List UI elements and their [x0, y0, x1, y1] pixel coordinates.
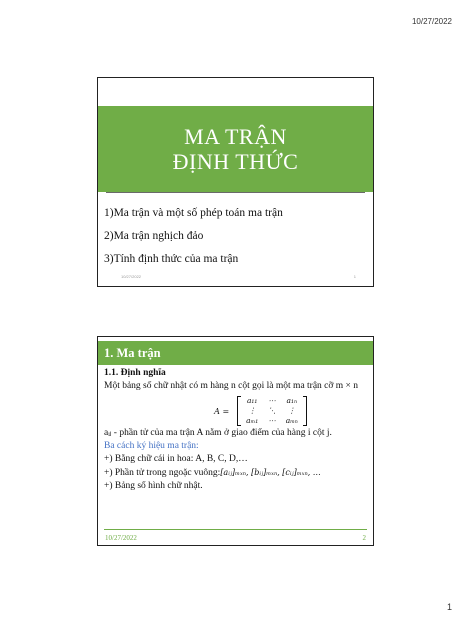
bullet-item: [104, 466, 367, 480]
matrix-cell: ⋮: [288, 406, 296, 415]
matrix-display: [154, 396, 367, 426]
matrix-cell: a₁₁: [246, 396, 258, 405]
page-date: 10/27/2022: [411, 17, 452, 26]
title-banner: [98, 106, 373, 192]
matrix-cell: ⋯: [268, 416, 276, 425]
slide-2: [97, 336, 374, 546]
bullet-prefix: +) Phần tử trong ngoặc vuông:: [104, 468, 221, 478]
bullet-item: +) Bảng số hình chữ nhật.: [104, 481, 203, 491]
topic-item: 2)Ma trận nghịch đảo: [104, 230, 204, 242]
bullet-item: +) Bằng chữ cái in hoa: A, B, C, D,…: [104, 454, 248, 464]
slide-footer-number: 2: [362, 534, 366, 542]
slide-body: [104, 367, 367, 493]
matrix-cell: ⋮: [248, 406, 256, 415]
matrix-label: A =: [214, 406, 230, 416]
footer-divider: [104, 529, 367, 530]
bracket-notation: [aᵢⱼ]ₘₓₙ, [bᵢⱼ]ₘₓₙ, [cᵢⱼ]ₘₓₙ, …: [220, 468, 321, 477]
topic-list: [104, 202, 283, 271]
element-description: aᵢⱼ - phần tử của ma trận A nằm ở giao điểm của hàng i cột j.: [104, 428, 332, 438]
subheading: 1.1. Định nghĩa: [104, 368, 166, 378]
matrix-cell: ⋱: [268, 406, 276, 415]
page-number: 1: [446, 602, 452, 612]
matrix-cell: aₘ₁: [246, 416, 259, 425]
slide-footer-date: 10/27/2022: [105, 534, 137, 542]
slide-title-line1: MA TRẬN: [184, 124, 287, 149]
topic-item: 1)Ma trận và một số phép toán ma trận: [104, 207, 283, 219]
divider: [106, 192, 365, 193]
slide-footer-date: 10/27/2022: [121, 274, 142, 279]
topic-item: 3)Tính định thức của ma trận: [104, 253, 239, 265]
matrix-table: [241, 396, 303, 426]
matrix-cell: ⋯: [268, 396, 276, 405]
slide-footer-number: 1: [353, 274, 356, 279]
matrix-brackets: [237, 396, 307, 426]
slide-title-line2: ĐỊNH THỨC: [172, 149, 299, 174]
matrix-cell: a₁ₙ: [286, 396, 298, 405]
slide-1: [97, 77, 374, 287]
matrix-cell: aₘₙ: [285, 416, 298, 425]
notation-title: Ba cách ký hiệu ma trận:: [104, 441, 199, 451]
section-header: 1. Ma trận: [98, 341, 373, 365]
definition-text: Một bảng số chữ nhật có m hàng n cột gọi là một ma trận cỡ m × n: [104, 381, 359, 391]
